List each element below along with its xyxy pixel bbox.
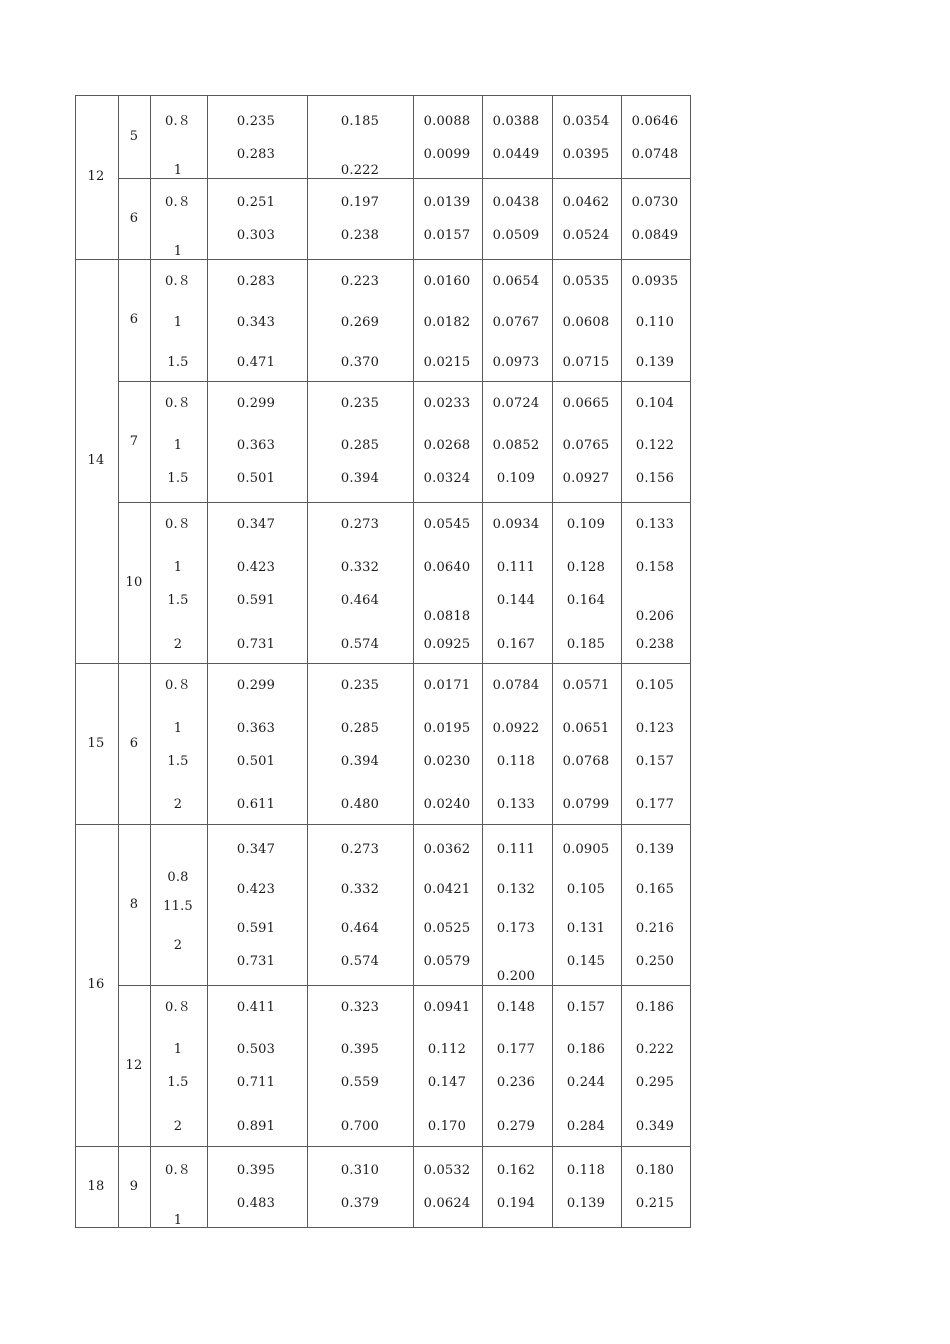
table-cell: 0.0852 [492, 438, 540, 453]
table-cell: 0.332 [340, 560, 380, 575]
table-cell: 0.186 [635, 1000, 675, 1015]
table-cell: 0.８ [164, 195, 192, 210]
table-cell: 0.411 [236, 1000, 276, 1015]
table-cell: 0.323 [340, 1000, 380, 1015]
table-cell: 0.0438 [492, 195, 540, 210]
table-cell: 0.299 [236, 396, 276, 411]
table-cell: 0.0730 [631, 195, 679, 210]
table-cell: 0.147 [427, 1075, 467, 1090]
table-cell: 0.423 [236, 882, 276, 897]
subgroup-rule [118, 985, 691, 986]
table-cell: 0.148 [496, 1000, 536, 1015]
table-cell: 0.0395 [562, 147, 610, 162]
table-cell: 0.363 [236, 438, 276, 453]
table-cell: 1 [173, 721, 183, 736]
table-cell: 0.111 [496, 560, 536, 575]
table-cell: 0.370 [340, 355, 380, 370]
table-cell: 0.343 [236, 315, 276, 330]
table-cell: 0.131 [566, 921, 606, 936]
table-cell: 0.273 [340, 842, 380, 857]
table-cell: 0.0748 [631, 147, 679, 162]
table-cell: 0.0268 [423, 438, 471, 453]
column-rule [552, 95, 553, 1227]
table-cell: 0.394 [340, 754, 380, 769]
table-cell: 0.0195 [423, 721, 471, 736]
table-cell: 0.0388 [492, 114, 540, 129]
table-cell: 0.197 [340, 195, 380, 210]
subgroup-label: 5 [129, 129, 139, 144]
table-cell: 0.235 [340, 396, 380, 411]
table-cell: 0.0768 [562, 754, 610, 769]
table-cell: 0.0171 [423, 678, 471, 693]
table-cell: 0.0818 [423, 609, 471, 624]
table-cell: 0.379 [340, 1196, 380, 1211]
table-cell: 0.８ [164, 274, 192, 289]
table-cell: 2 [173, 1119, 183, 1134]
table-cell: 0.0905 [562, 842, 610, 857]
table-cell: 1.5 [167, 355, 189, 370]
table-cell: 0.104 [635, 396, 675, 411]
table-cell: 0.273 [340, 517, 380, 532]
table-cell: 0.285 [340, 438, 380, 453]
table-cell: 0.0240 [423, 797, 471, 812]
table-cell: 1 [173, 560, 183, 575]
table-cell: 0.295 [635, 1075, 675, 1090]
table-cell: 0.８ [164, 517, 192, 532]
table-cell: 0.164 [566, 593, 606, 608]
table-cell: 0.0160 [423, 274, 471, 289]
table-cell: 0.0767 [492, 315, 540, 330]
table-cell: 0.574 [340, 637, 380, 652]
table-cell: 0.285 [340, 721, 380, 736]
table-cell: 0.８ [164, 114, 192, 129]
table-cell: 0.105 [635, 678, 675, 693]
table-cell: 2 [173, 938, 183, 953]
table-cell: 0.156 [635, 471, 675, 486]
column-rule [150, 95, 151, 1227]
table-cell: 0.0799 [562, 797, 610, 812]
table-cell: 0.0139 [423, 195, 471, 210]
subgroup-label: 6 [129, 312, 139, 327]
table-cell: 2 [173, 637, 183, 652]
table-cell: 0.139 [566, 1196, 606, 1211]
table-cell: 0.238 [340, 228, 380, 243]
table-cell: 0.109 [496, 471, 536, 486]
table-cell: 0.133 [496, 797, 536, 812]
table-cell: 0.215 [635, 1196, 675, 1211]
table-cell: 0.423 [236, 560, 276, 575]
table-cell: 0.216 [635, 921, 675, 936]
table-cell: 0.395 [340, 1042, 380, 1057]
table-cell: 0.139 [635, 355, 675, 370]
subgroup-label: 12 [125, 1058, 143, 1073]
table-cell: 0.0525 [423, 921, 471, 936]
table-cell: 0.８ [164, 678, 192, 693]
column-rule [307, 95, 308, 1227]
table-cell: 0.0182 [423, 315, 471, 330]
table-cell: 1 [173, 315, 183, 330]
table-cell: 0.283 [236, 274, 276, 289]
table-cell: 0.167 [496, 637, 536, 652]
group-label: 14 [87, 453, 105, 468]
group-rule [75, 824, 691, 825]
table-cell: 0.206 [635, 609, 675, 624]
table-cell: 0.111 [496, 842, 536, 857]
subgroup-rule [118, 381, 691, 382]
table-cell: 0.133 [635, 517, 675, 532]
table-cell: 0.0935 [631, 274, 679, 289]
table-cell: 0.105 [566, 882, 606, 897]
table-cell: 0.157 [635, 754, 675, 769]
table-bottom-rule [75, 1227, 691, 1228]
table-cell: 0.235 [340, 678, 380, 693]
table-cell: 0.349 [635, 1119, 675, 1134]
table-cell: 0.109 [566, 517, 606, 532]
table-cell: 0.731 [236, 954, 276, 969]
column-rule [690, 95, 691, 1227]
table-cell: 0.501 [236, 754, 276, 769]
table-cell: 0.559 [340, 1075, 380, 1090]
table-cell: 0.186 [566, 1042, 606, 1057]
table-cell: 0.170 [427, 1119, 467, 1134]
table-cell: 0.0925 [423, 637, 471, 652]
table-cell: 1 [173, 244, 183, 259]
table-cell: 0.347 [236, 517, 276, 532]
subgroup-rule [118, 502, 691, 503]
column-rule [207, 95, 208, 1227]
table-cell: 0.223 [340, 274, 380, 289]
group-label: 18 [87, 1179, 105, 1194]
table-cell: 0.394 [340, 471, 380, 486]
table-cell: 0.144 [496, 593, 536, 608]
table-cell: 0.110 [635, 315, 675, 330]
table-cell: 0.８ [164, 1000, 192, 1015]
column-rule [621, 95, 622, 1227]
table-cell: 0.132 [496, 882, 536, 897]
table-cell: 0.0449 [492, 147, 540, 162]
table-cell: 0.464 [340, 593, 380, 608]
table-cell: 0.0362 [423, 842, 471, 857]
table-cell: 0.８ [164, 1163, 192, 1178]
table-top-rule [75, 95, 691, 96]
table-cell: 0.235 [236, 114, 276, 129]
table-cell: 0.118 [496, 754, 536, 769]
table-cell: 0.８ [164, 396, 192, 411]
table-cell: 0.0624 [423, 1196, 471, 1211]
table-cell: 0.0571 [562, 678, 610, 693]
table-cell: 1.5 [167, 754, 189, 769]
table-cell: 0.112 [427, 1042, 467, 1057]
table-cell: 0.0215 [423, 355, 471, 370]
table-cell: 0.731 [236, 637, 276, 652]
table-cell: 0.0715 [562, 355, 610, 370]
table-cell: 1 [173, 438, 183, 453]
table-cell: 0.0157 [423, 228, 471, 243]
table-cell: 0.145 [566, 954, 606, 969]
table-cell: 0.0354 [562, 114, 610, 129]
table-cell: 0.185 [566, 637, 606, 652]
table-cell: 0.0532 [423, 1163, 471, 1178]
table-cell: 0.139 [635, 842, 675, 857]
table-cell: 0.310 [340, 1163, 380, 1178]
table-cell: 0.118 [566, 1163, 606, 1178]
table-cell: 0.177 [496, 1042, 536, 1057]
table-cell: 1 [173, 1213, 183, 1228]
table-cell: 1.5 [167, 593, 189, 608]
table-cell: 0.222 [635, 1042, 675, 1057]
table-cell: 0.0608 [562, 315, 610, 330]
table-cell: 0.347 [236, 842, 276, 857]
table-cell: 0.238 [635, 637, 675, 652]
table-cell: 0.0646 [631, 114, 679, 129]
table-cell: 0.279 [496, 1119, 536, 1134]
table-cell: 0.162 [496, 1163, 536, 1178]
table-cell: 0.284 [566, 1119, 606, 1134]
group-label: 16 [87, 977, 105, 992]
table-cell: 0.700 [340, 1119, 380, 1134]
table-cell: 0.574 [340, 954, 380, 969]
table-cell: 0.0088 [423, 114, 471, 129]
table-cell: 0.303 [236, 228, 276, 243]
table-cell: 0.611 [236, 797, 276, 812]
table-cell: 0.185 [340, 114, 380, 129]
table-cell: 0.591 [236, 593, 276, 608]
table-cell: 11.5 [163, 899, 193, 914]
table-cell: 0.0640 [423, 560, 471, 575]
subgroup-label: 6 [129, 736, 139, 751]
group-rule [75, 1146, 691, 1147]
table-cell: 0.0934 [492, 517, 540, 532]
column-rule [118, 95, 119, 1227]
table-cell: 0.194 [496, 1196, 536, 1211]
column-rule [413, 95, 414, 1227]
table-cell: 0.0509 [492, 228, 540, 243]
table-cell: 0.480 [340, 797, 380, 812]
table-cell: 0.483 [236, 1196, 276, 1211]
table-cell: 0.173 [496, 921, 536, 936]
table-cell: 0.250 [635, 954, 675, 969]
group-label: 15 [87, 736, 105, 751]
table-cell: 0.0233 [423, 396, 471, 411]
table-cell: 0.0579 [423, 954, 471, 969]
table-cell: 0.236 [496, 1075, 536, 1090]
subgroup-label: 7 [129, 434, 139, 449]
table-cell: 0.464 [340, 921, 380, 936]
subgroup-label: 10 [125, 575, 143, 590]
table-cell: 0.471 [236, 355, 276, 370]
group-label: 12 [87, 169, 105, 184]
table-cell: 0.0651 [562, 721, 610, 736]
table-cell: 0.165 [635, 882, 675, 897]
group-rule [75, 663, 691, 664]
table-cell: 0.251 [236, 195, 276, 210]
table-cell: 0.299 [236, 678, 276, 693]
table-cell: 0.0784 [492, 678, 540, 693]
subgroup-label: 6 [129, 211, 139, 226]
table-cell: 0.244 [566, 1075, 606, 1090]
table-cell: 0.0654 [492, 274, 540, 289]
table-cell: 0.591 [236, 921, 276, 936]
table-cell: 0.0941 [423, 1000, 471, 1015]
table-cell: 1 [173, 1042, 183, 1057]
table-cell: 0.122 [635, 438, 675, 453]
table-cell: 0.180 [635, 1163, 675, 1178]
table-cell: 0.128 [566, 560, 606, 575]
table-cell: 0.283 [236, 147, 276, 162]
table-cell: 0.503 [236, 1042, 276, 1057]
table-cell: 0.395 [236, 1163, 276, 1178]
table-cell: 0.0421 [423, 882, 471, 897]
group-rule [75, 259, 691, 260]
table-cell: 0.157 [566, 1000, 606, 1015]
subgroup-label: 8 [129, 897, 139, 912]
table-cell: 0.0462 [562, 195, 610, 210]
table-cell: 0.158 [635, 560, 675, 575]
table-cell: 0.0524 [562, 228, 610, 243]
table-cell: 0.0922 [492, 721, 540, 736]
table-cell: 0.711 [236, 1075, 276, 1090]
table-cell: 1.5 [167, 471, 189, 486]
table-cell: 0.177 [635, 797, 675, 812]
table-cell: 0.0849 [631, 228, 679, 243]
table-cell: 0.0724 [492, 396, 540, 411]
table-cell: 1 [173, 163, 183, 178]
table-cell: 0.363 [236, 721, 276, 736]
column-rule [482, 95, 483, 1227]
subgroup-label: 9 [129, 1179, 139, 1194]
table-cell: 0.269 [340, 315, 380, 330]
table-cell: 0.0230 [423, 754, 471, 769]
table-cell: 0.0324 [423, 471, 471, 486]
table-cell: 0.0545 [423, 517, 471, 532]
table-cell: 0.0973 [492, 355, 540, 370]
table-cell: 0.0765 [562, 438, 610, 453]
table-cell: 0.0099 [423, 147, 471, 162]
subgroup-rule [118, 178, 691, 179]
table-cell: 0.123 [635, 721, 675, 736]
table-cell: 0.0535 [562, 274, 610, 289]
table-cell: 0.332 [340, 882, 380, 897]
column-rule [75, 95, 76, 1227]
table-cell: 0.222 [340, 163, 380, 178]
table-cell: 1.5 [167, 1075, 189, 1090]
table-cell: 2 [173, 797, 183, 812]
table-cell: 0.891 [236, 1119, 276, 1134]
table-cell: 0.0927 [562, 471, 610, 486]
table-cell: 0.0665 [562, 396, 610, 411]
table-cell: 0.8 [167, 870, 189, 885]
table-cell: 0.200 [496, 969, 536, 984]
table-cell: 0.501 [236, 471, 276, 486]
